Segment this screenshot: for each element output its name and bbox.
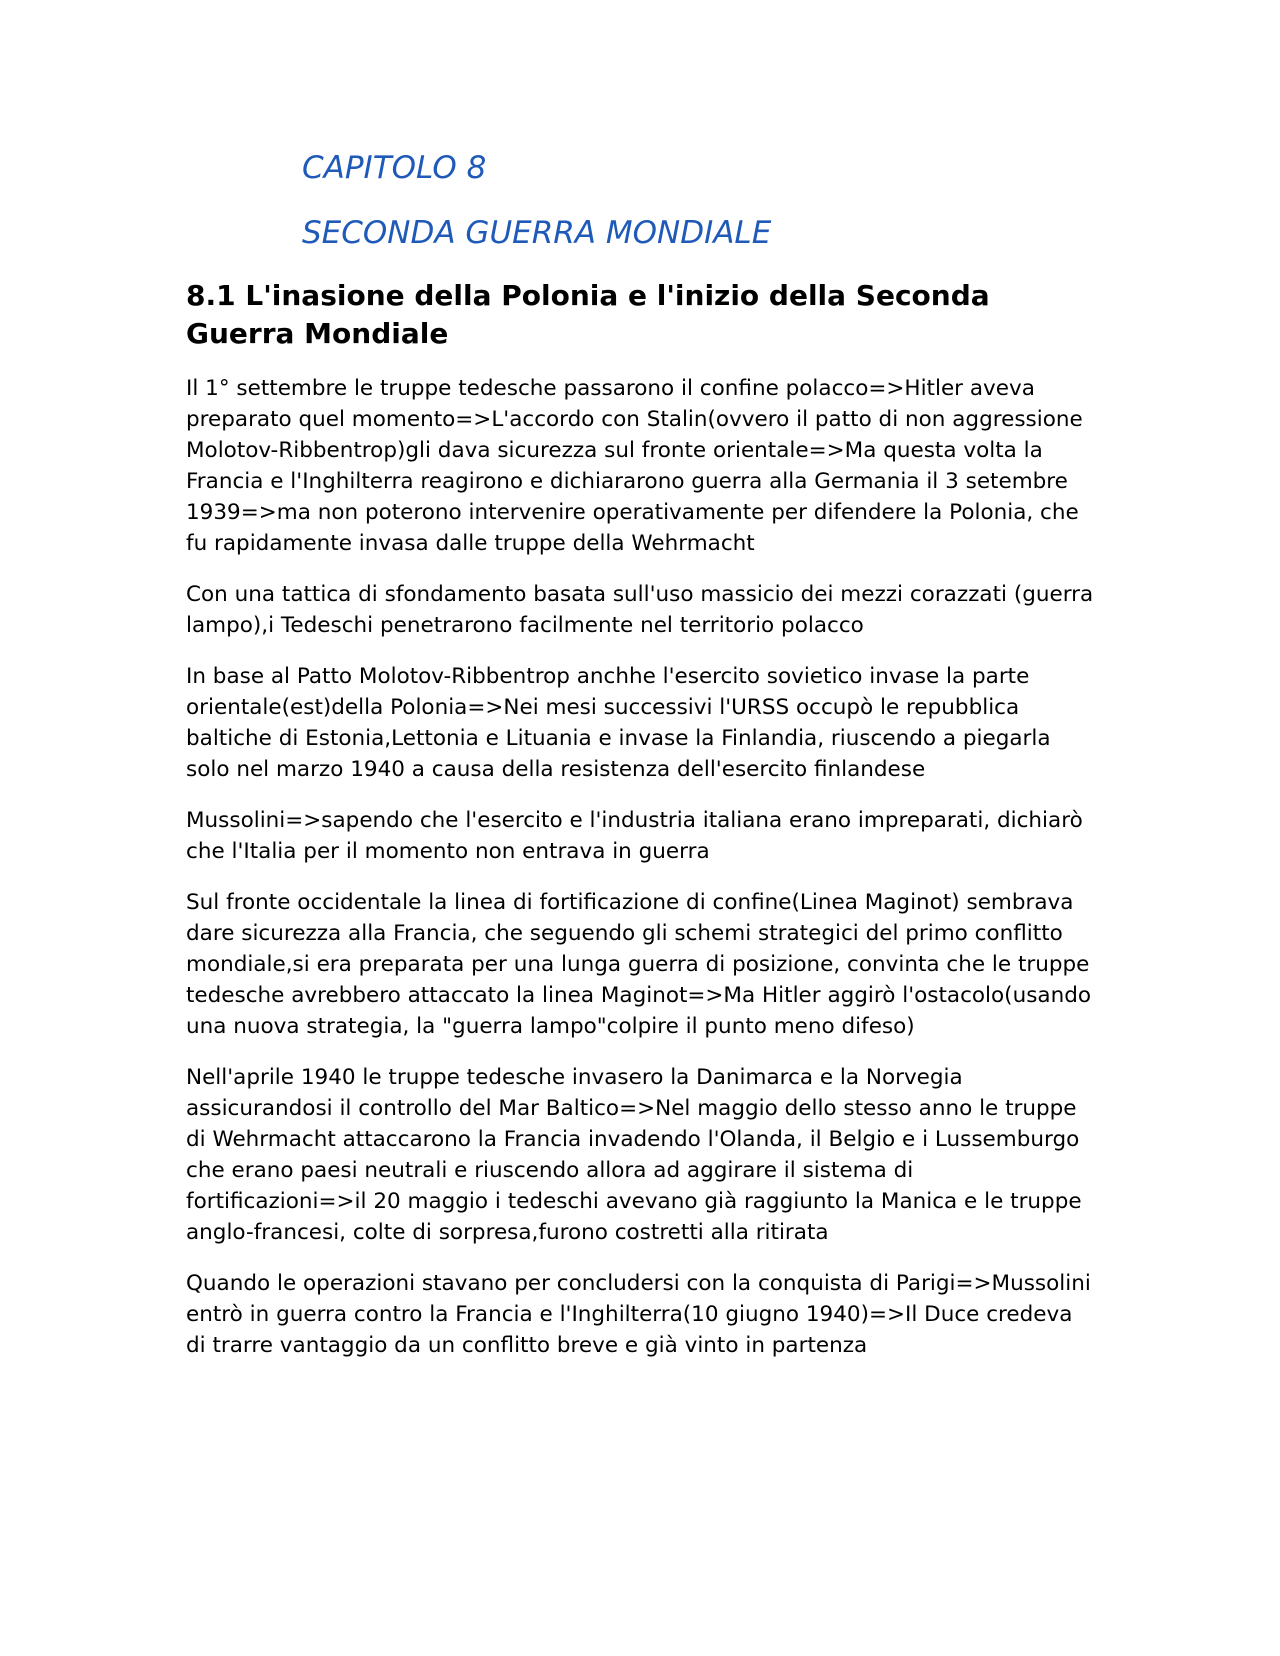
paragraph-3: In base al Patto Molotov-Ribbentrop anchhe l'esercito sovietico invase la parte orientale(est)della Polonia=>Nei mesi successivi l'URSS occupò le repubblica baltiche di Estonia,Lettonia e Lituania e invase la Finlandia, riuscendo a piegarla solo nel marzo 1940 a causa della resistenza dell'esercito finlandese bbox=[186, 664, 1051, 782]
paragraph-6: Nell'aprile 1940 le truppe tedesche invasero la Danimarca e la Norvegia assicurandosi il controllo del Mar Baltico=>Nel maggio dello stesso anno le truppe di Wehrmacht attaccarono la Francia invadendo l'Olanda, il Belgio e i Lussemburgo che erano paesi neutrali e riuscendo allora ad aggirare il sistema di fortificazioni=>il 20 maggio i tedeschi avevano già raggiunto la Manica e le truppe anglo-francesi, colte di sorpresa,furono costretti alla ritirata bbox=[186, 1065, 1082, 1245]
paragraph-4: Mussolini=>sapendo che l'esercito e l'industria italiana erano impreparati, dichiarò che l'Italia per il momento non entrava in guerra bbox=[186, 808, 1083, 864]
section-heading: 8.1 L'inasione della Polonia e l'inizio della Seconda Guerra Mondiale bbox=[186, 279, 990, 350]
paragraph-7: Quando le operazioni stavano per concludersi con la conquista di Parigi=>Mussolini entrò in guerra contro la Francia e l'Inghilterra(10 giugno 1940)=>Il Duce credeva di trarre vantaggio da un conflitto breve e già vinto in partenza bbox=[186, 1271, 1091, 1358]
paragraph-2: Con una tattica di sfondamento basata sull'uso massicio dei mezzi corazzati (guerra lampo),i Tedeschi penetrarono facilmente nel territorio polacco bbox=[186, 582, 1094, 638]
chapter-number: CAPITOLO 8 bbox=[302, 150, 487, 186]
paragraph-1: Il 1° settembre le truppe tedesche passarono il confine polacco=>Hitler aveva preparato quel momento=>L'accordo con Stalin(ovvero il patto di non aggressione Molotov-Ribbentrop)gli dava sicurezza sul fronte orientale=>Ma questa volta la Francia e l'Inghilterra reagirono e dichiararono guerra alla Germania il 3 setembre 1939=>ma non poterono intervenire operativamente per difendere la Polonia, che fu rapidamente invasa dalle truppe della Wehrmacht bbox=[186, 376, 1083, 556]
paragraph-5: Sul fronte occidentale la linea di fortificazione di confine(Linea Maginot) sembrava dare sicurezza alla Francia, che seguendo gli schemi strategici del primo conflitto mondiale,si era preparata per una lunga guerra di posizione, convinta che le truppe tedesche avrebbero attaccato la linea Maginot=>Ma Hitler aggirò l'ostacolo(usando una nuova strategia, la "guerra lampo"colpire il punto meno difeso) bbox=[186, 890, 1092, 1039]
chapter-title: SECONDA GUERRA MONDIALE bbox=[302, 215, 772, 251]
body-text bbox=[186, 373, 1096, 1381]
